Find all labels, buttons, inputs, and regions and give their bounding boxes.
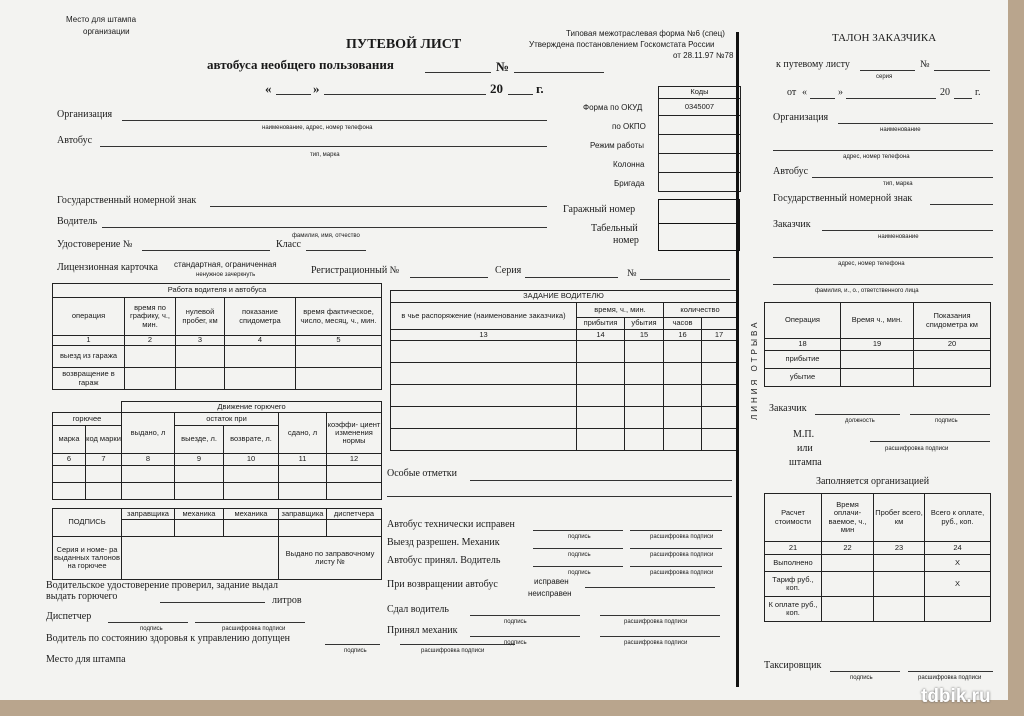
class-field[interactable]	[306, 250, 366, 251]
work-table: Работа водителя и автобуса операция время по графику, ч., мин. нулевой пробег, км показание спидометра время фактическое, число, месяц, ч., мин. 1 2 3 4 5 выезд из гаража возвращение в гараж	[52, 283, 382, 390]
stamp-place-label: Место для штампа	[66, 15, 137, 24]
notes-label: Особые отметки	[387, 468, 457, 479]
license-field[interactable]	[142, 250, 270, 251]
waybill-sheet: Место для штампа организации ПУТЕВОЙ ЛИСТ автобуса необщего пользования № « » 20 г. Типовая межотраслевая форма №6 (спец) Утверждена постановлением Госкомстата России от 28.11.97 №78 Коды 0345007 Форма по ОКУД по ОКПО Режим работы Колонна Бригада Гаражный номер Табельный номер Организация наименование, адрес, номер телефона Автобус тип, марка Государственный номерной знак Водитель фамилия, имя, отчество Удостоверение № Класс Лицензионная карточка стандартная, ограниченная ненужное зачеркнуть Регистрационный № Серия № Работа водителя и автобуса операция время по графику, ч., мин. нулевой пробег, км показание спидометра время фактическое, число, месяц, ч., мин. 1 2 3 4 5 выезд из гаража возвращение в гараж Движение горючего горючее выдано, л остаток при сдано, л коэффи- циент изменения нормы марка код марки выезде, л. возврате, л. 6 7 8 9 10 11 12 ПОДПИСЬ заправщика механика механика заправщика диспетчера Серия и номе- ра выданных талонов на горючее Выдано по заправочному листу № ЗАДАНИЕ ВОДИТЕЛЮ в чье распоряжение (наименование заказчика) время, ч., мин. количество прибытия убытия часов 13 14 15 16 17 Особые отметки Автобус технически исправен подпись расшифровка подписи Выезд разрешен. Механик подпись расшифровка подписи Автобус принял. Водитель подпись расшифровка подписи При возвращении автобус исправен неисправен Сдал водитель подпись расшифровка подписи Принял механик подпись расшифровка подписи Водительское удостоверение проверил, задание выдал выдать горючего литров Диспетчер подпись расшифровка подписи Водитель по состоянию здоровья к управлению допущен подпись расшифровка подписи Место для штампа ЛИНИЯ ОТРЫВА ТАЛОН ЗАКАЗЧИКА к путевому листу серия № от « » 20 г. Организация наименование адрес, номер телефона Автобус тип, марка Государственный номерной знак Заказчик наименование адрес, номер телефона фамилия, и., о., ответственного лица Операция Время ч., мин. Показания спидометра км 18 19 20 прибытие убытие Заказчик должность подпись М.П. или штампа расшифровка подписи Заполняется организацией Расчет стоимости Время оплачи- ваемое, ч., мин Пробег всего, км Всего к оплате, руб., коп. 21 22 23 24 Выполнено Х Тариф руб., коп. Х К оплате руб., коп. Таксировщик подпись расшифровка подписи	[0, 0, 1008, 700]
form-date-text: от 28.11.97 №78	[673, 51, 734, 60]
page-subtitle: автобуса необщего пользования	[207, 57, 394, 72]
driver-field[interactable]	[102, 227, 547, 228]
fuel-table: Движение горючего горючее выдано, л остаток при сдано, л коэффи- циент изменения нормы марка код марки выезде, л. возврате, л. 6 7 8 9 10 11 12	[52, 401, 382, 500]
okud-code: 0345007	[659, 99, 741, 116]
bus-field[interactable]	[100, 146, 547, 147]
talon-ops-table: Операция Время ч., мин. Показания спидометра км 18 19 20 прибытие убытие	[764, 302, 991, 387]
org-field[interactable]	[122, 120, 547, 121]
signature-table: ПОДПИСЬ заправщика механика механика заправщика диспетчера Серия и номе- ра выданных талонов на горючее Выдано по заправочному листу №	[52, 508, 382, 580]
garage-tab-box[interactable]	[658, 199, 740, 251]
tear-line-label: ЛИНИЯ ОТРЫВА	[750, 319, 759, 420]
tear-line	[736, 32, 739, 687]
watermark: tdbik.ru	[921, 686, 991, 707]
codes-table: Коды 0345007	[658, 86, 741, 192]
org-label: Организация	[57, 109, 113, 120]
form-type-text: Типовая межотраслевая форма №6 (спец)	[566, 29, 725, 38]
driver-label: Водитель	[57, 216, 98, 227]
talon-title: ТАЛОН ЗАКАЗЧИКА	[832, 32, 937, 44]
license-label: Удостоверение №	[57, 239, 133, 250]
page-title: ПУТЕВОЙ ЛИСТ	[346, 37, 462, 52]
bus-label: Автобус	[57, 135, 93, 146]
filled-by-org-label: Заполняется организацией	[816, 476, 930, 487]
stamp-place-label-2: организации	[83, 27, 130, 36]
talon-calc-table: Расчет стоимости Время оплачи- ваемое, ч., мин Пробег всего, км Всего к оплате, руб., коп. 21 22 23 24 Выполнено Х Тариф руб., коп. Х К оплате руб., коп.	[764, 493, 991, 622]
lic-card-label: Лицензионная карточка	[57, 262, 158, 273]
plate-field[interactable]	[210, 206, 547, 207]
form-approved-text: Утверждена постановлением Госкомстата России	[529, 40, 715, 49]
plate-label: Государственный номерной знак	[57, 195, 197, 206]
task-table: ЗАДАНИЕ ВОДИТЕЛЮ в чье распоряжение (наименование заказчика) время, ч., мин. количество прибытия убытия часов 13 14 15 16 17	[390, 290, 737, 451]
